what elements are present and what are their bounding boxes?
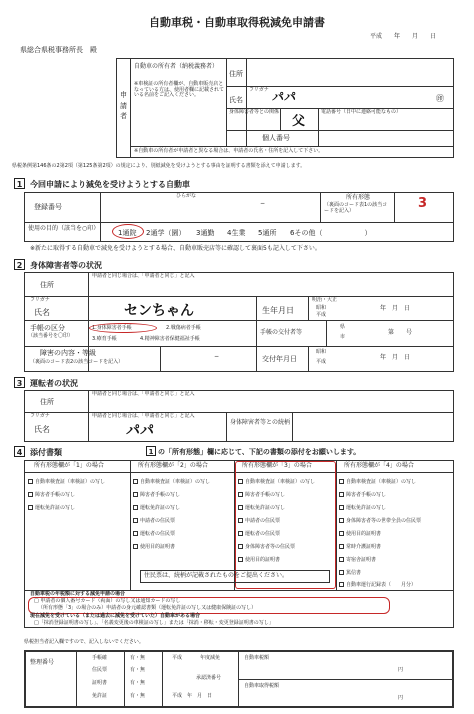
sec2-name-label: 氏名: [34, 308, 50, 317]
col-3-item: 使用目的証明書: [238, 557, 280, 564]
col-4-item: 自動車検査証（車検証）の写し: [339, 479, 416, 486]
sec2-address-label: 住所: [40, 281, 54, 289]
col-4-title: 所有形態欄が「4」の場合: [344, 462, 414, 469]
col-1-title: 所有形態欄が「1」の場合: [34, 462, 104, 469]
sec3-address-label: 住所: [40, 398, 54, 406]
purpose-1-circle: [112, 224, 144, 239]
office-exempt-year: 年度減免: [200, 655, 221, 661]
intro-text: 県税条例第146条の2第2項（第125条第2項）の規定により、別紙減免を受けようとする事由を証明する書類を添えて申請します。: [12, 163, 306, 169]
office-approval: 承認済番号: [196, 675, 222, 681]
office-tax2: 自動車取得税額: [244, 683, 280, 689]
section-3-number: 3: [14, 377, 25, 388]
bottom-note-5: □「抹消登録証明書の写し」、「名義変更後の車検証の写し」または「抹消・移転・変更登録証明書の写し」: [34, 620, 274, 626]
office-license: 免許証: [92, 693, 108, 699]
purpose-1: 1通院: [118, 229, 137, 237]
sec3-furigana-label: フリガナ: [30, 413, 50, 419]
col-1-item: 障害者手帳の写し: [28, 492, 75, 499]
office-resident: 住民票: [92, 667, 108, 673]
sec2-furigana-label: フリガナ: [30, 297, 50, 303]
section-2-title: 身体障害者等の状況: [30, 261, 102, 270]
type-1-mark: [89, 323, 157, 333]
office-caption: 県税担当者記入欄ですので、記入しないでください。: [24, 639, 144, 645]
section-2-number: 2: [14, 259, 25, 270]
col-3-item: 障害者手帳の写し: [238, 492, 285, 499]
col-2-item: 運転免許証の写し: [133, 505, 180, 512]
sec3-same-note: 申請者と同じ場合は、「申請者と同じ」と記入: [92, 391, 195, 397]
birth-label: 生年月日: [262, 306, 294, 315]
era-3: 平成: [316, 312, 327, 318]
office-yesno-3: 有・無: [130, 680, 146, 686]
relation-label: 身体障害者等との関係: [229, 109, 280, 115]
resident-note: 住民票は、続柄が記載されたものをご提出ください。: [144, 572, 289, 579]
owner-label: 自動車の所有者（納税義務者）: [134, 63, 219, 70]
col-4-item: 運転免許証の写し: [339, 505, 386, 512]
furigana-label: フリガナ: [249, 87, 269, 93]
driver-name: パパ: [126, 423, 154, 439]
addressee: 県総合県税事務所長 殿: [20, 46, 97, 54]
office-yen-1: 円: [398, 667, 404, 673]
col-3-item: 運転免許証の写し: [238, 505, 285, 512]
col-3-item: 身体障害者等の住民票: [238, 544, 295, 551]
office-yesno-1: 有・無: [130, 655, 146, 661]
disabled-person-name: センちゃん: [124, 303, 194, 319]
issuer-label: 手帳の交付者等: [260, 329, 303, 336]
bottom-note-1: 自動車税の年税額に対する減免申請の場合: [30, 591, 126, 597]
col-2-item: 自動車検査証（車検証）の写し: [133, 479, 210, 486]
type-1: 1.身体障害者手帳: [92, 325, 132, 331]
col-4-item: 身体障害者等の世帯全員の住民票: [339, 518, 421, 525]
reg-dash: −: [260, 200, 266, 207]
form-note: （裏面のコード表1の該当コードを記入）: [324, 202, 388, 214]
col-4-item: 障害者手帳の写し: [339, 492, 386, 499]
col-4-item: 篤信書: [339, 570, 361, 577]
office-proof: 証明書: [92, 680, 108, 686]
form-value: 3: [418, 196, 428, 211]
id-label: 個人番号: [262, 134, 290, 142]
office-tax1: 自動車税額: [244, 655, 270, 661]
purpose-4: 4生業: [227, 229, 246, 237]
section-4-number: 4: [14, 446, 25, 457]
grade-label: 障害の内容・等級: [40, 349, 96, 357]
col-2-title: 所有形態欄が「2」の場合: [138, 462, 208, 469]
sec2-same-note: 申請者と同じ場合は、「申請者と同じ」と記入: [92, 273, 195, 279]
office-reg: 整理番号: [30, 659, 55, 666]
col-1-item: 自動車検査証（車検証）の写し: [28, 479, 105, 486]
seal-mark: ㊞: [436, 94, 444, 103]
address-label: 住所: [229, 70, 243, 78]
col-3-item: 申請者の住民票: [238, 518, 280, 525]
col-2-item: 運転者の住民票: [133, 531, 175, 538]
office-heisei: 平成: [172, 655, 183, 661]
bottom-note-2: □ 申請者の個人番号カード（両面）の写し又は通知カードの写し: [34, 598, 181, 604]
col-4-item: 自動車運行記録表（ 月分）: [339, 582, 416, 589]
office-approval-date: 平成 年 月 日: [172, 693, 213, 699]
col-1-item: 運転免許証の写し: [28, 505, 75, 512]
office-yesno-2: 有・無: [130, 667, 146, 673]
owner-note: ※車検証の所有者欄が、自動車販売店となっている方は、使用者欄に記載されている名前をご記入ください。: [134, 81, 225, 98]
reg-label: 登録番号: [34, 203, 62, 211]
col-3-title: 所有形態欄が「3」の場合: [242, 462, 312, 469]
relation-value: 父: [292, 114, 306, 129]
birth-ymd: 年 月 日: [380, 305, 411, 312]
col-4-item: 使用目的証明書: [339, 531, 381, 538]
col-2-item: 障害者手帳の写し: [133, 492, 180, 499]
instr-ref-number: 1: [146, 446, 156, 456]
col-2-item: 使用目的証明書: [133, 544, 175, 551]
era-2: 昭和: [316, 305, 327, 311]
section-3-title: 運転者の状況: [30, 379, 78, 388]
purpose-6: 6その他（ ）: [290, 229, 372, 237]
date-field: 平成 年 月 日: [370, 33, 437, 40]
hiragana-label: ひらがな: [176, 193, 197, 199]
pref-label: 県: [340, 324, 346, 330]
col-2-item: 申請者の住民票: [133, 518, 175, 525]
form-title: 自動車税・自動車取得税減免申請書: [149, 16, 325, 29]
section-1-number: 1: [14, 178, 25, 189]
issue-label: 交付年月日: [262, 355, 297, 363]
id-note: ※自動車の所有者が申請者と異なる場合は、申請者の氏名・住所を記入して下さい。: [134, 148, 324, 154]
rel-label: 身体障害者等との続柄: [230, 419, 291, 426]
issue-era-1: 昭和: [316, 349, 327, 355]
office-notebook: 手帳確: [92, 655, 108, 661]
bottom-note-3: （所有形態「3」の場合のみ）申請者の身元確認書類（運転免許証の写し又は健康保険証の写し）: [38, 605, 257, 611]
grade-sub: （裏面のコード表2の該当コードを記入）: [30, 359, 124, 365]
office-yen-2: 円: [398, 695, 404, 701]
col-4-item: 寄宿舎証明書: [339, 557, 376, 564]
col-4-item: 常時介護証明書: [339, 544, 381, 551]
city-label: 市: [340, 334, 346, 340]
bottom-note-4: 現在減免を受けている（または過去に減免を受けていた）自動車がある場合: [30, 613, 201, 619]
grade-dash: −: [214, 353, 220, 360]
purpose-3: 3通勤: [196, 229, 215, 237]
type-3: 3.療育手帳: [92, 336, 117, 342]
instr-text: の「所有形態」欄に応じて、下記の書類の添付をお願いします。: [158, 448, 361, 456]
form-label: 所有形態: [346, 194, 371, 201]
sec3-same-note-2: 申請者と同じ場合は、「申請者と同じ」と記入: [92, 413, 195, 419]
col-3-item: 運転者の住民票: [238, 531, 280, 538]
type-2: 2.戦傷病者手帳: [166, 325, 201, 331]
bottom-note-highlight: [28, 597, 390, 614]
number-label: 第 号: [388, 329, 413, 336]
sec3-name-label: 氏名: [34, 425, 50, 434]
applicant-furigana: パパ: [272, 90, 297, 104]
phone-label: 電話番号（日中に連絡可能なもの）: [321, 109, 402, 115]
applicant-side-label: 申請者: [120, 91, 127, 120]
section-4-title: 添付書類: [30, 448, 62, 457]
issue-era-2: 平成: [316, 359, 327, 365]
issue-ymd: 年 月 日: [380, 354, 411, 361]
office-yesno-4: 有・無: [130, 693, 146, 699]
purpose-label: 使用の目的（該当を○印）: [28, 225, 100, 232]
type-label: 手帳の区分: [30, 324, 65, 332]
name-label: 氏名: [229, 96, 243, 104]
type-sub: （該当番号を〇印）: [28, 333, 74, 339]
sec1-note: ※新たに取得する自動車で減免を受けようとする場合、自動車販売店等に確認して裏面5も記入して下さい。: [30, 245, 321, 252]
section-1-title: 今回申請により減免を受けようとする自動車: [30, 180, 190, 189]
purpose-5: 5通所: [258, 229, 277, 237]
col-3-item: 自動車検査証（車検証）の写し: [238, 479, 315, 486]
type-4: 4.精神障害者保健福祉手帳: [140, 336, 200, 342]
era-1: 明治・大正: [312, 297, 338, 303]
purpose-2: 2通学（園）: [146, 229, 186, 237]
